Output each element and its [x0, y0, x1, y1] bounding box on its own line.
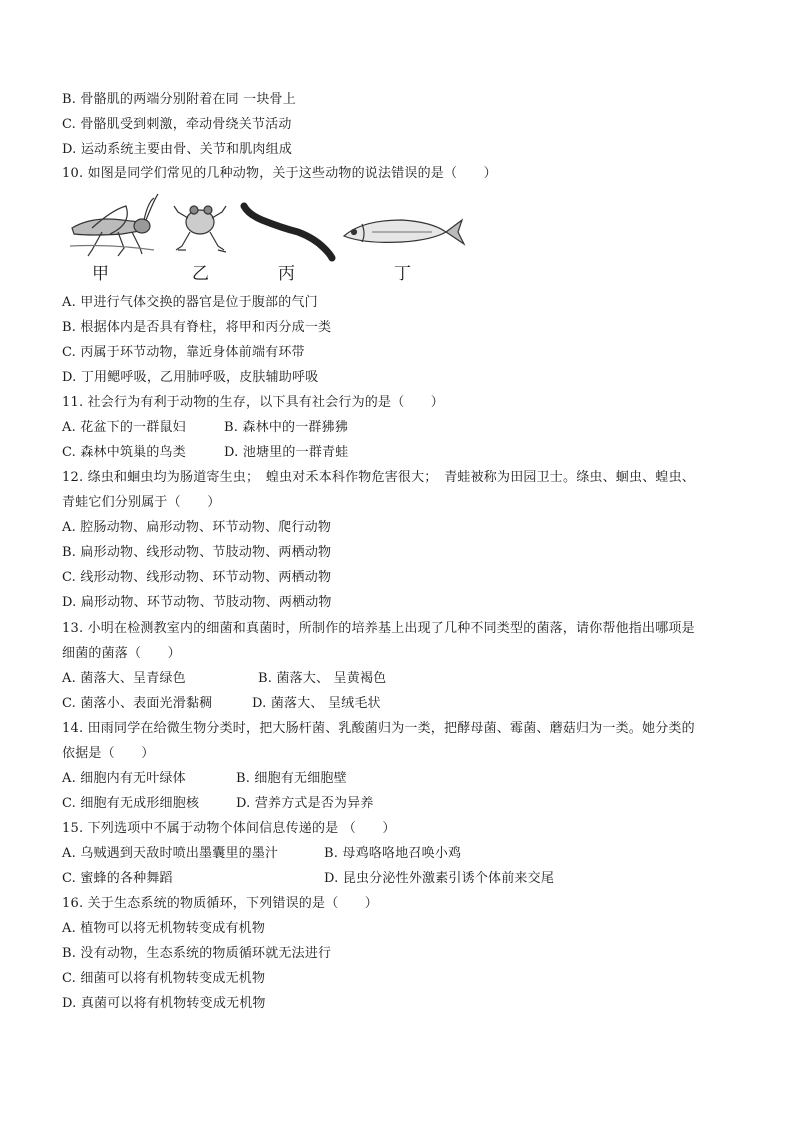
- q11-option-b: B. 森林中的一群狒狒: [224, 420, 349, 435]
- q14-option-b: B. 细胞有无细胞壁: [236, 771, 347, 786]
- q11-option-a: A. 花盆下的一群鼠妇: [62, 420, 186, 435]
- q13-stem-line1: 13. 小明在检测教室内的细菌和真菌时，所制作的培养基上出现了几种不同类型的菌落，请你帮他指出哪项是: [62, 621, 695, 636]
- q16-option-d: D. 真菌可以将有机物转变成无机物: [62, 996, 266, 1011]
- q14-option-a: A. 细胞内有无叶绿体: [62, 771, 186, 786]
- q10-option-d: D. 丁用鳃呼吸，乙用肺呼吸，皮肤辅助呼吸: [62, 370, 319, 385]
- q9-option-c: C. 骨骼肌受到刺激，牵动骨绕关节活动: [62, 117, 292, 132]
- figure-label-yi: 乙: [192, 264, 209, 284]
- fish-illustration: [344, 220, 464, 244]
- q13-stem-line2: 细菌的菌落（ ）: [62, 646, 181, 661]
- q13-option-b: B. 菌落大、 呈黄褐色: [258, 671, 387, 686]
- q12-stem-line2: 青蛙它们分别属于（ ）: [62, 495, 221, 510]
- frog-illustration: [174, 206, 226, 252]
- q11-option-c: C. 森林中筑巢的鸟类: [62, 445, 186, 460]
- q11-stem: 11. 社会行为有利于动物的生存，以下具有社会行为的是（ ）: [62, 395, 445, 410]
- q15-option-a: A. 乌贼遇到天敌时喷出墨囊里的墨汁: [62, 846, 279, 861]
- q13-option-d: D. 菌落大、 呈绒毛状: [252, 696, 381, 711]
- figure-label-jia: 甲: [92, 264, 109, 284]
- animal-figure: [62, 188, 466, 288]
- q11-option-d: D. 池塘里的一群青蛙: [224, 445, 349, 460]
- q16-option-b: B. 没有动物，生态系统的物质循环就无法进行: [62, 946, 332, 961]
- figure-label-bing: 丙: [278, 264, 295, 284]
- figure-label-ding: 丁: [394, 264, 411, 284]
- q13-option-c: C. 菌落小、表面光滑黏稠: [62, 696, 213, 711]
- q16-option-c: C. 细菌可以将有机物转变成无机物: [62, 971, 266, 986]
- grasshopper-illustration: [70, 194, 158, 256]
- earthworm-illustration: [244, 206, 332, 258]
- q15-option-b: B. 母鸡咯咯地召唤小鸡: [324, 846, 462, 861]
- q12-stem-line1: 12. 绦虫和蛔虫均为肠道寄生虫； 蝗虫对禾本科作物危害很大； 青蛙被称为田园卫士。绦虫、蛔虫、蝗虫、: [62, 470, 696, 485]
- q14-stem-line1: 14. 田雨同学在给微生物分类时，把大肠杆菌、乳酸菌归为一类，把酵母菌、霉菌、蘑菇归为一类。她分类的: [62, 721, 695, 736]
- q9-option-d: D. 运动系统主要由骨、关节和肌肉组成: [62, 142, 293, 157]
- q13-option-a: A. 菌落大、呈青绿色: [62, 671, 186, 686]
- q9-option-b: B. 骨骼肌的两端分别附着在同 一块骨上: [62, 92, 296, 107]
- q15-stem: 15. 下列选项中不属于动物个体间信息传递的是 （ ）: [62, 821, 396, 836]
- q16-option-a: A. 植物可以将无机物转变成有机物: [62, 921, 266, 936]
- q12-option-d: D. 扁形动物、环节动物、节肢动物、两栖动物: [62, 595, 332, 610]
- q12-option-a: A. 腔肠动物、扁形动物、环节动物、爬行动物: [62, 520, 332, 535]
- q15-option-d: D. 昆虫分泌性外激素引诱个体前来交尾: [324, 871, 555, 886]
- q14-option-d: D. 营养方式是否为异养: [236, 796, 374, 811]
- q15-option-c: C. 蜜蜂的各种舞蹈: [62, 871, 173, 886]
- q10-stem: 10. 如图是同学们常见的几种动物，关于这些动物的说法错误的是（ ）: [62, 166, 497, 181]
- q10-option-a: A. 甲进行气体交换的器官是位于腹部的气门: [62, 295, 318, 310]
- q12-option-b: B. 扁形动物、线形动物、节肢动物、两栖动物: [62, 545, 332, 560]
- q10-option-b: B. 根据体内是否具有脊柱，将甲和丙分成一类: [62, 320, 332, 335]
- q16-stem: 16. 关于生态系统的物质循环，下列错误的是（ ）: [62, 896, 379, 911]
- q14-option-c: C. 细胞有无成形细胞核: [62, 796, 200, 811]
- q12-option-c: C. 线形动物、线形动物、环节动物、两栖动物: [62, 570, 332, 585]
- q10-option-c: C. 丙属于环节动物，靠近身体前端有环带: [62, 345, 305, 360]
- q14-stem-line2: 依据是（ ）: [62, 746, 155, 761]
